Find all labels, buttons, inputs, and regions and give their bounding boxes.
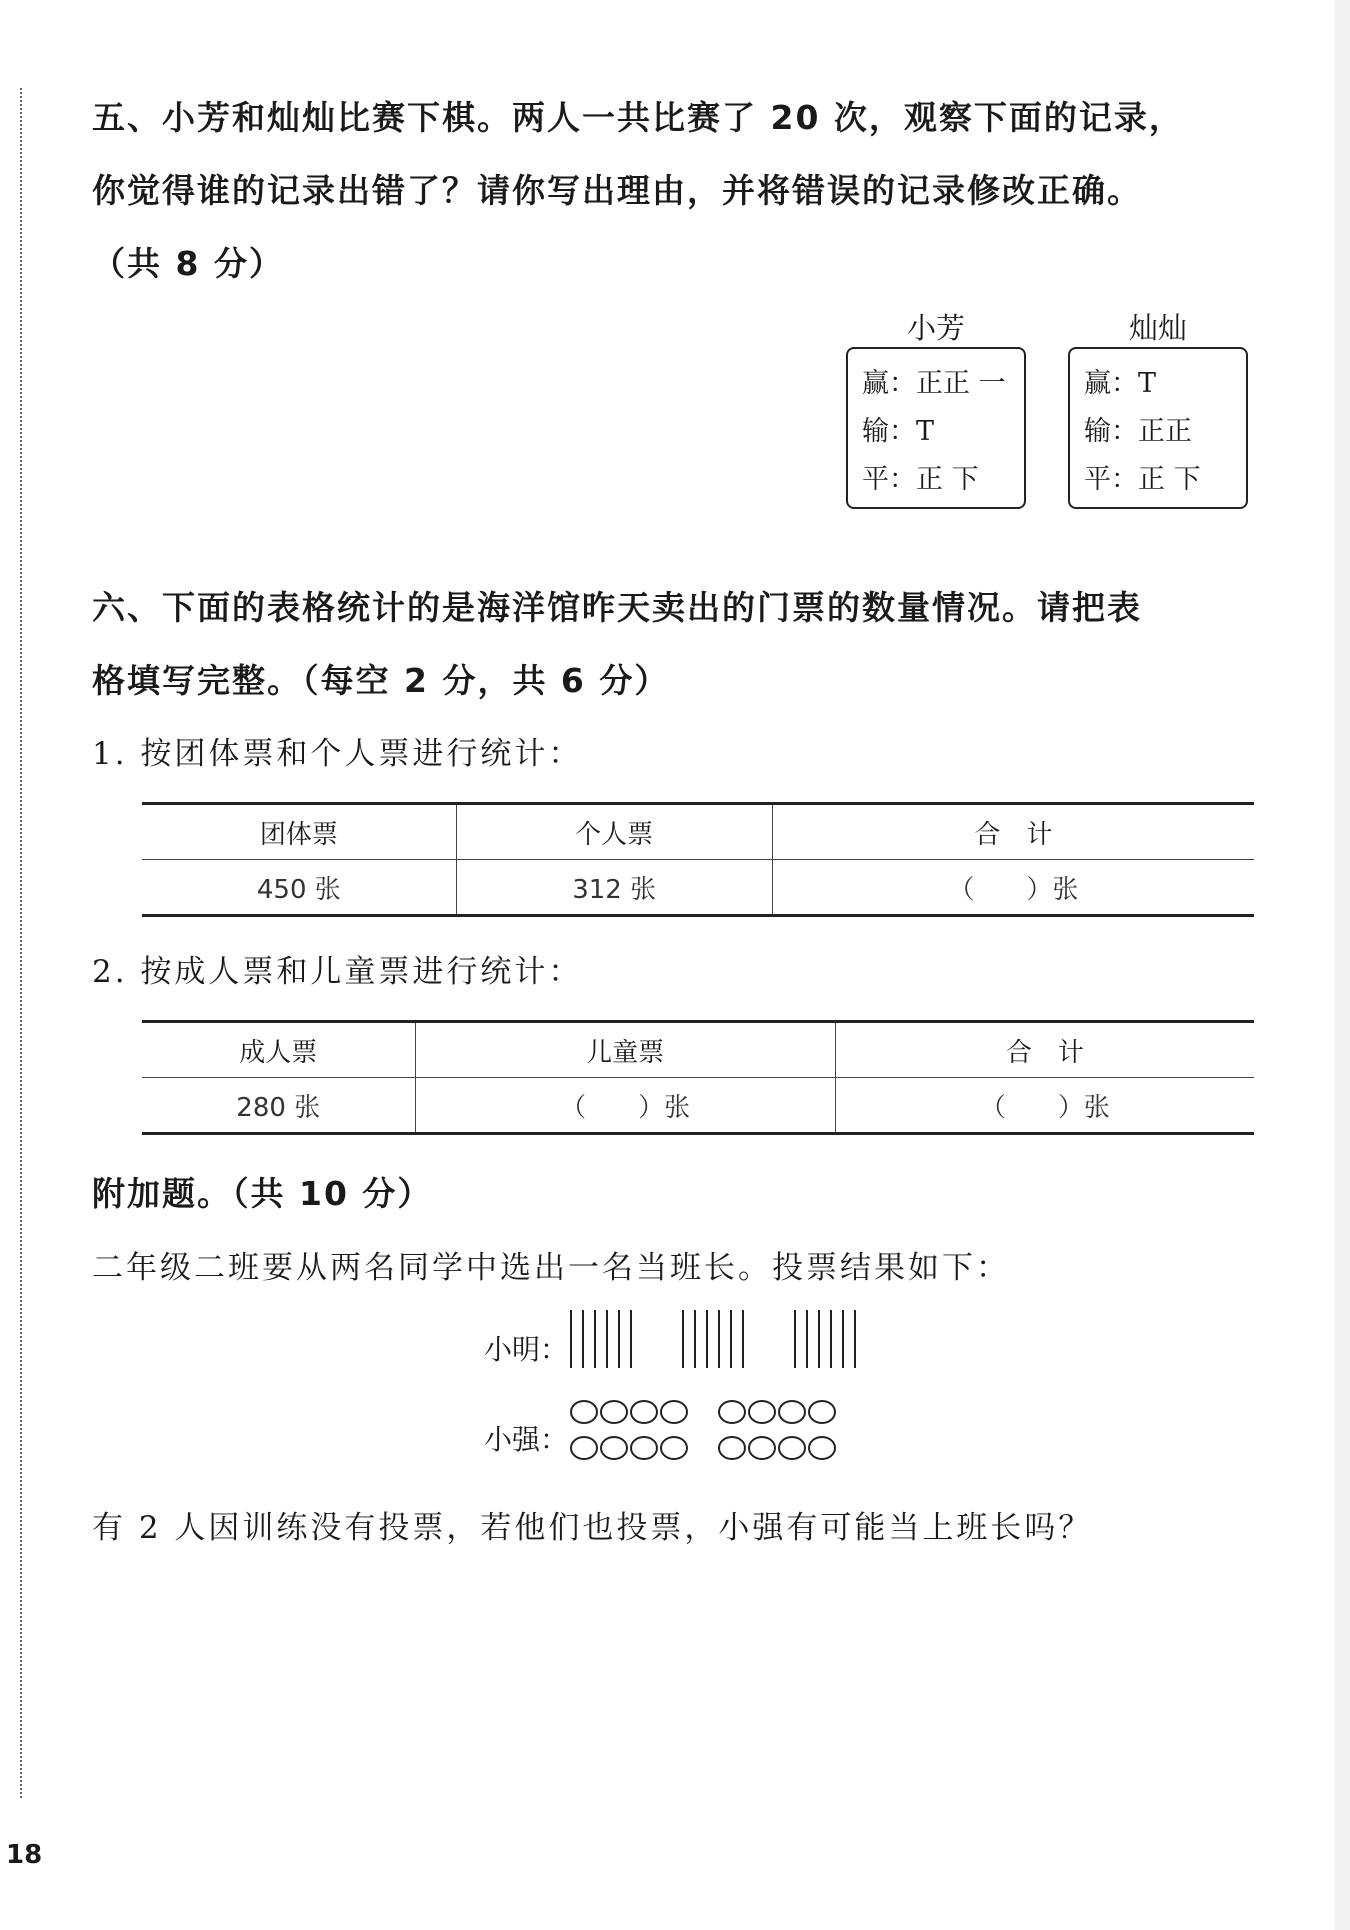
cancan-lose: 输：正正 xyxy=(1084,416,1192,447)
bonus-title: 附加题。（共 10 分） xyxy=(92,1174,433,1213)
record-box-cancan xyxy=(1068,347,1248,509)
table2-value-child[interactable]: （ ）张 xyxy=(415,1078,835,1134)
tally-stroke xyxy=(742,1310,744,1368)
vote-circle xyxy=(600,1436,628,1460)
table1-value-total[interactable]: （ ）张 xyxy=(772,860,1254,916)
circle-group xyxy=(718,1400,836,1424)
vote-circle xyxy=(718,1400,746,1424)
record-name-cancan: 灿灿 xyxy=(1128,311,1187,345)
xiaofang-lose: 输：T xyxy=(862,416,935,447)
table2-header-adult: 成人票 xyxy=(142,1022,415,1078)
record-name-xiaofang: 小芳 xyxy=(906,311,965,345)
tally-group xyxy=(570,1310,632,1368)
vote-circle xyxy=(808,1400,836,1424)
vote-circle xyxy=(748,1400,776,1424)
circle-group xyxy=(570,1436,688,1460)
cancan-draw: 平：正 下 xyxy=(1084,464,1201,495)
vote-label-xiaoming: 小明： xyxy=(484,1333,569,1366)
vote-label-xiaoqiang: 小强： xyxy=(484,1423,569,1456)
q6-line2: 格填写完整。（每空 2 分，共 6 分） xyxy=(92,661,670,700)
xiaofang-win: 赢：正正 一 xyxy=(862,368,1006,399)
table2-value-total[interactable]: （ ）张 xyxy=(835,1078,1254,1134)
tally-stroke xyxy=(706,1310,708,1368)
tally-stroke xyxy=(818,1310,820,1368)
q6-part1-prompt: 1. 按团体票和个人票进行统计： xyxy=(92,736,583,772)
tally-stroke xyxy=(718,1310,720,1368)
table2-value-adult: 280 张 xyxy=(236,1092,321,1123)
binding-dotted-line xyxy=(20,88,22,1798)
vote-circle xyxy=(600,1400,628,1424)
tally-stroke xyxy=(606,1310,608,1368)
vote-circle xyxy=(778,1436,806,1460)
vote-circle xyxy=(718,1436,746,1460)
record-box-xiaofang xyxy=(846,347,1026,509)
bonus-question: 有 2 人因训练没有投票，若他们也投票，小强有可能当上班长吗？ xyxy=(92,1510,1093,1546)
tally-stroke xyxy=(682,1310,684,1368)
bonus-text: 二年级二班要从两名同学中选出一名当班长。投票结果如下： xyxy=(92,1250,1010,1286)
vote-circle xyxy=(630,1400,658,1424)
tally-group xyxy=(682,1310,744,1368)
q6-part2-prompt: 2. 按成人票和儿童票进行统计： xyxy=(92,954,583,990)
tally-stroke xyxy=(618,1310,620,1368)
q5-line2: 你觉得谁的记录出错了？请你写出理由，并将错误的记录修改正确。 xyxy=(92,171,1142,210)
table2-header-child: 儿童票 xyxy=(415,1022,835,1078)
tally-stroke xyxy=(794,1310,796,1368)
table1-header-total: 合 计 xyxy=(772,804,1254,860)
cancan-win: 赢：T xyxy=(1084,368,1157,399)
vote-circle xyxy=(778,1400,806,1424)
tally-stroke xyxy=(582,1310,584,1368)
table1-header-individual: 个人票 xyxy=(456,804,772,860)
vote-circle xyxy=(570,1436,598,1460)
vote-circle xyxy=(630,1436,658,1460)
vote-circle xyxy=(808,1436,836,1460)
tally-group xyxy=(794,1310,856,1368)
vote-circle xyxy=(660,1436,688,1460)
tally-stroke xyxy=(854,1310,856,1368)
ticket-table-1 xyxy=(142,802,1254,917)
table2-header-total: 合 计 xyxy=(835,1022,1254,1078)
vote-circle xyxy=(570,1400,598,1424)
vote-circle xyxy=(748,1436,776,1460)
tally-stroke xyxy=(630,1310,632,1368)
table1-header-group: 团体票 xyxy=(142,804,456,860)
circle-group xyxy=(718,1436,836,1460)
xiaofang-draw: 平：正 下 xyxy=(862,464,979,495)
q5-line3: （共 8 分） xyxy=(92,244,284,283)
table1-value-individual: 312 张 xyxy=(456,860,772,916)
tally-stroke xyxy=(694,1310,696,1368)
tally-stroke xyxy=(842,1310,844,1368)
tally-stroke xyxy=(806,1310,808,1368)
tally-stroke xyxy=(570,1310,572,1368)
q6-line1: 六、下面的表格统计的是海洋馆昨天卖出的门票的数量情况。请把表 xyxy=(92,588,1142,627)
tally-stroke xyxy=(830,1310,832,1368)
tally-stroke xyxy=(730,1310,732,1368)
q5-line1: 五、小芳和灿灿比赛下棋。两人一共比赛了 20 次，观察下面的记录， xyxy=(92,98,1184,137)
ticket-table-2 xyxy=(142,1020,1254,1135)
table1-value-group: 450 张 xyxy=(256,874,341,905)
vote-circle xyxy=(660,1400,688,1424)
circle-group xyxy=(570,1400,688,1424)
tally-stroke xyxy=(594,1310,596,1368)
page-number: 18 xyxy=(6,1840,43,1870)
